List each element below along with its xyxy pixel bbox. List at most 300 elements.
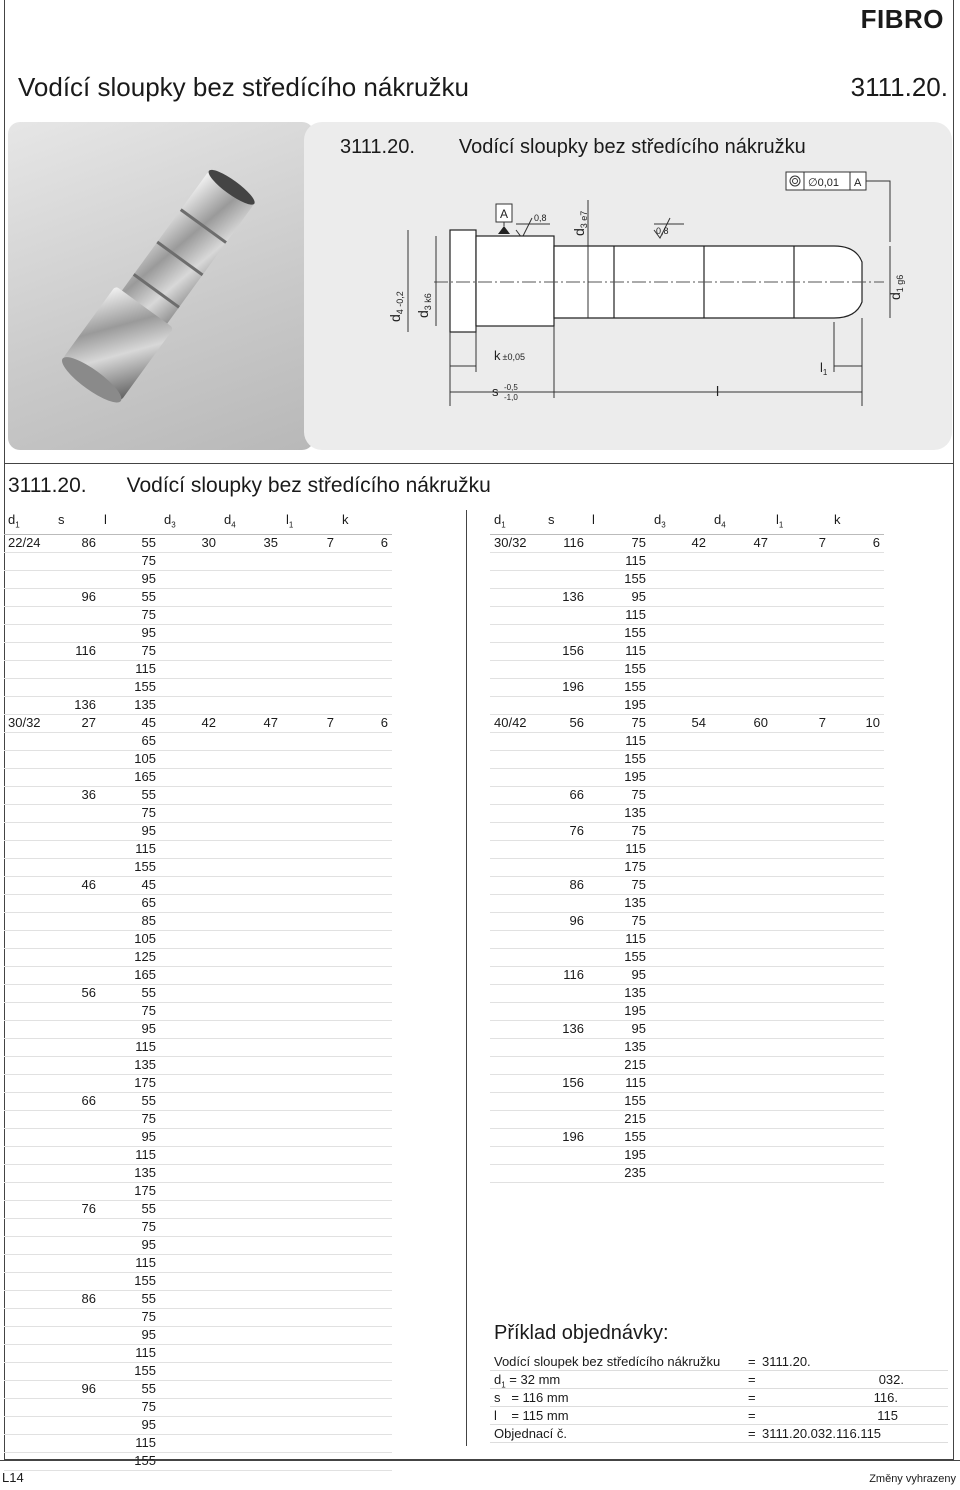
table-cell xyxy=(282,912,338,930)
table-cell xyxy=(650,822,710,840)
column-header: $l_1$ xyxy=(772,512,830,534)
table-cell xyxy=(160,660,220,678)
table-row xyxy=(490,786,884,804)
table-cell xyxy=(650,1146,710,1164)
table-row xyxy=(490,552,884,570)
table-cell xyxy=(220,1290,282,1308)
drawing-title-text: Vodící sloupky bez středícího nákružku xyxy=(458,136,806,158)
table-cell xyxy=(220,1434,282,1452)
table-cell xyxy=(54,678,100,696)
tol-datum: A xyxy=(854,177,862,189)
table-cell xyxy=(544,1002,588,1020)
table-cell xyxy=(282,1272,338,1290)
table-row xyxy=(4,912,392,930)
table-cell xyxy=(830,642,884,660)
table-cell xyxy=(650,1074,710,1092)
page-title-text: Vodící sloupky bez středícího nákružku xyxy=(18,72,469,102)
table-cell xyxy=(160,1182,220,1200)
table-cell xyxy=(4,1272,54,1290)
table-cell xyxy=(338,732,392,750)
table-cell xyxy=(710,822,772,840)
table-cell xyxy=(544,1146,588,1164)
table-cell xyxy=(338,1344,392,1362)
table-cell xyxy=(338,966,392,984)
table-cell xyxy=(220,732,282,750)
table-cell xyxy=(220,552,282,570)
table-cell xyxy=(772,912,830,930)
table-cell xyxy=(490,678,544,696)
table-cell xyxy=(220,1398,282,1416)
table-cell xyxy=(282,588,338,606)
table-cell xyxy=(338,1254,392,1272)
table-cell xyxy=(4,786,54,804)
table-cell xyxy=(338,606,392,624)
page-number: L14 xyxy=(2,1470,24,1485)
dim-d4: $d_{4 -0,2}$ xyxy=(387,291,405,322)
table-cell: 76 xyxy=(544,822,588,840)
table-row xyxy=(490,588,884,606)
table-cell xyxy=(830,606,884,624)
table-cell xyxy=(282,1218,338,1236)
table-cell xyxy=(282,1362,338,1380)
table-cell xyxy=(54,894,100,912)
section-divider xyxy=(4,463,954,464)
table-cell: 165 xyxy=(100,966,160,984)
table-cell xyxy=(4,984,54,1002)
table-cell: 136 xyxy=(544,588,588,606)
table-cell xyxy=(160,552,220,570)
table-cell xyxy=(830,948,884,966)
table-row xyxy=(490,1128,884,1146)
table-cell: 105 xyxy=(100,750,160,768)
table-row xyxy=(4,1092,392,1110)
table-cell xyxy=(160,1200,220,1218)
table-cell xyxy=(650,768,710,786)
table-cell xyxy=(772,894,830,912)
table-cell xyxy=(490,1164,544,1182)
table-cell xyxy=(282,1398,338,1416)
part-outline xyxy=(450,230,862,332)
table-cell xyxy=(160,606,220,624)
table-cell: 75 xyxy=(100,1002,160,1020)
table-cell: 65 xyxy=(100,894,160,912)
table-cell xyxy=(650,642,710,660)
table-cell xyxy=(282,1200,338,1218)
table-cell: 115 xyxy=(100,1344,160,1362)
table-cell: 86 xyxy=(54,1290,100,1308)
table-row xyxy=(4,930,392,948)
table-cell xyxy=(220,1146,282,1164)
table-cell xyxy=(282,1452,338,1470)
table-cell: 135 xyxy=(100,1164,160,1182)
table-cell xyxy=(282,750,338,768)
table-cell xyxy=(710,606,772,624)
table-row xyxy=(4,1290,392,1308)
table-cell xyxy=(282,660,338,678)
table-cell: 175 xyxy=(100,1182,160,1200)
table-cell xyxy=(4,948,54,966)
table-cell xyxy=(282,696,338,714)
table-cell: 115 xyxy=(100,1146,160,1164)
table-cell xyxy=(338,1362,392,1380)
table-cell xyxy=(490,876,544,894)
table-cell xyxy=(710,984,772,1002)
table-cell xyxy=(830,894,884,912)
table-cell xyxy=(220,1326,282,1344)
table-cell xyxy=(338,840,392,858)
table-cell: 7 xyxy=(772,714,830,732)
table-cell: 47 xyxy=(220,714,282,732)
table-cell xyxy=(54,912,100,930)
table-cell xyxy=(220,606,282,624)
table-cell xyxy=(710,642,772,660)
table-cell xyxy=(282,786,338,804)
table-cell xyxy=(220,660,282,678)
table-cell: 155 xyxy=(588,660,650,678)
table-cell xyxy=(830,984,884,1002)
table-row xyxy=(4,678,392,696)
table-cell xyxy=(54,1146,100,1164)
table-cell xyxy=(4,876,54,894)
table-cell: 135 xyxy=(100,1056,160,1074)
table-cell: 115 xyxy=(100,1038,160,1056)
table-cell xyxy=(160,1074,220,1092)
table-cell xyxy=(490,1092,544,1110)
table-cell xyxy=(650,1056,710,1074)
table-cell xyxy=(830,588,884,606)
table-cell xyxy=(160,732,220,750)
table-cell xyxy=(338,678,392,696)
table-cell xyxy=(710,588,772,606)
table-cell xyxy=(4,1380,54,1398)
table-cell xyxy=(650,876,710,894)
table-cell xyxy=(282,858,338,876)
table-row xyxy=(4,732,392,750)
table-cell xyxy=(4,1236,54,1254)
table-cell xyxy=(772,750,830,768)
table-cell xyxy=(220,840,282,858)
table-cell xyxy=(4,696,54,714)
column-divider xyxy=(466,510,467,1446)
table-cell xyxy=(544,660,588,678)
table-cell xyxy=(710,1056,772,1074)
table-cell: 47 xyxy=(710,534,772,552)
table-cell xyxy=(220,1092,282,1110)
order-row: Vodící sloupek bez středícího nákružku = 3111.20. xyxy=(490,1353,948,1371)
table-row xyxy=(4,876,392,894)
table-cell: 75 xyxy=(588,822,650,840)
table-cell xyxy=(772,1002,830,1020)
table-cell xyxy=(544,624,588,642)
table-cell xyxy=(220,1074,282,1092)
dim-s-tol-low: -1,0 xyxy=(504,393,518,402)
table-cell xyxy=(4,1110,54,1128)
dim-s: s xyxy=(492,384,499,399)
table-cell xyxy=(282,1128,338,1146)
table-cell: 46 xyxy=(54,876,100,894)
table-cell xyxy=(650,552,710,570)
table-cell: 95 xyxy=(100,822,160,840)
order-row: Objednací č. = 3111.20.032.116.115 xyxy=(490,1425,948,1443)
table-cell: 155 xyxy=(100,1272,160,1290)
table-row xyxy=(4,1110,392,1128)
table-cell xyxy=(772,840,830,858)
table-cell xyxy=(4,1038,54,1056)
page-title-code: 3111.20. xyxy=(850,72,948,102)
table-row xyxy=(490,894,884,912)
table-cell xyxy=(54,1416,100,1434)
table-cell xyxy=(338,804,392,822)
table-row xyxy=(4,1452,392,1470)
table-cell xyxy=(220,1452,282,1470)
table-cell xyxy=(4,1200,54,1218)
table-cell xyxy=(338,912,392,930)
table-cell: 75 xyxy=(100,1308,160,1326)
footer-divider xyxy=(0,1460,960,1461)
hero xyxy=(8,122,952,450)
table-cell xyxy=(710,732,772,750)
table-cell xyxy=(490,768,544,786)
table-cell: 55 xyxy=(100,786,160,804)
table-cell xyxy=(160,1362,220,1380)
table-cell xyxy=(220,570,282,588)
column-header: $l_1$ xyxy=(282,512,338,534)
table-cell: 115 xyxy=(588,642,650,660)
table-cell xyxy=(160,1308,220,1326)
table-cell xyxy=(710,570,772,588)
table-cell: 195 xyxy=(588,1002,650,1020)
table-cell: 6 xyxy=(338,534,392,552)
table-cell xyxy=(220,1308,282,1326)
table-cell xyxy=(160,1398,220,1416)
table-cell xyxy=(710,948,772,966)
table-cell xyxy=(4,804,54,822)
table-cell xyxy=(282,1434,338,1452)
datum-triangle xyxy=(498,226,510,234)
table-cell xyxy=(4,1326,54,1344)
dim-d3-e7: $d_{3 e7}$ xyxy=(571,210,589,236)
table-row xyxy=(4,894,392,912)
table-cell xyxy=(710,750,772,768)
table-cell xyxy=(4,552,54,570)
table-cell: 6 xyxy=(338,714,392,732)
table-cell: 115 xyxy=(588,552,650,570)
table-cell xyxy=(830,1002,884,1020)
table-cell xyxy=(160,804,220,822)
table-row xyxy=(490,858,884,876)
table-cell xyxy=(710,912,772,930)
table-cell: 196 xyxy=(544,1128,588,1146)
table-cell xyxy=(544,894,588,912)
table-cell: 175 xyxy=(100,1074,160,1092)
column-header: $d_1$ xyxy=(4,512,54,534)
table-row xyxy=(490,624,884,642)
table-cell xyxy=(544,948,588,966)
table-cell xyxy=(650,948,710,966)
table-cell xyxy=(282,732,338,750)
table-cell: 115 xyxy=(588,732,650,750)
table-row xyxy=(490,1020,884,1038)
table-cell xyxy=(338,894,392,912)
right-dimension-table xyxy=(490,512,884,1183)
table-row xyxy=(4,1056,392,1074)
table-header-row xyxy=(490,512,884,534)
table-cell xyxy=(772,804,830,822)
column-header: s xyxy=(54,512,100,534)
table-row xyxy=(490,570,884,588)
table-cell xyxy=(650,786,710,804)
table-row xyxy=(490,822,884,840)
order-example xyxy=(490,1322,948,1443)
table-cell xyxy=(338,1020,392,1038)
table-cell xyxy=(220,1110,282,1128)
table-cell xyxy=(338,876,392,894)
table-cell xyxy=(54,1434,100,1452)
table-cell xyxy=(710,930,772,948)
table-row xyxy=(4,1272,392,1290)
table-cell xyxy=(490,1128,544,1146)
table-cell xyxy=(220,786,282,804)
table-cell xyxy=(4,1002,54,1020)
table-cell xyxy=(282,894,338,912)
table-cell: 135 xyxy=(588,804,650,822)
table-row xyxy=(490,1110,884,1128)
table-header-row xyxy=(4,512,392,534)
table-row xyxy=(490,606,884,624)
drawing-code: 3111.20. xyxy=(340,136,415,158)
table-cell xyxy=(772,822,830,840)
table-cell: 75 xyxy=(588,912,650,930)
order-example-title: Příklad objednávky: xyxy=(494,1322,669,1344)
table-cell xyxy=(4,1398,54,1416)
product-photo xyxy=(8,122,314,450)
table-cell: 155 xyxy=(588,678,650,696)
table-cell xyxy=(220,642,282,660)
table-row xyxy=(490,1146,884,1164)
table-cell xyxy=(650,570,710,588)
table-cell xyxy=(544,1038,588,1056)
table-cell: 75 xyxy=(588,534,650,552)
table-cell xyxy=(650,912,710,930)
column-header: k xyxy=(338,512,392,534)
table-cell xyxy=(338,570,392,588)
table-cell xyxy=(544,552,588,570)
table-cell xyxy=(772,930,830,948)
table-cell: 156 xyxy=(544,642,588,660)
table-cell xyxy=(830,552,884,570)
table-row xyxy=(490,660,884,678)
table-cell xyxy=(282,1326,338,1344)
order-row: s = 116 mm = 116. xyxy=(490,1389,948,1407)
table-cell xyxy=(4,912,54,930)
table-cell xyxy=(710,1002,772,1020)
drawing-svg xyxy=(304,122,952,450)
table-cell xyxy=(160,1146,220,1164)
table-cell xyxy=(650,1164,710,1182)
table-cell xyxy=(830,696,884,714)
table-cell xyxy=(282,1056,338,1074)
column-header: $d_1$ xyxy=(490,512,544,534)
table-cell xyxy=(282,984,338,1002)
table-cell xyxy=(650,1038,710,1056)
table-cell xyxy=(160,1254,220,1272)
table-cell xyxy=(650,660,710,678)
table-cell xyxy=(544,984,588,1002)
table-cell xyxy=(160,1002,220,1020)
section-title-text: Vodící sloupky bez středícího nákružku xyxy=(126,474,491,497)
table-cell: 95 xyxy=(100,1128,160,1146)
table-cell xyxy=(282,1380,338,1398)
table-row xyxy=(490,714,884,732)
table-cell xyxy=(338,588,392,606)
table-cell xyxy=(54,1254,100,1272)
table-cell xyxy=(160,1164,220,1182)
table-cell xyxy=(220,1236,282,1254)
table-row xyxy=(4,750,392,768)
page-title xyxy=(18,72,948,103)
table-cell xyxy=(772,606,830,624)
table-cell: 95 xyxy=(100,1416,160,1434)
table-cell xyxy=(220,1182,282,1200)
table-cell xyxy=(710,786,772,804)
table-cell xyxy=(650,1128,710,1146)
table-cell xyxy=(830,1092,884,1110)
table-cell xyxy=(282,1254,338,1272)
table-cell xyxy=(544,732,588,750)
table-cell xyxy=(4,858,54,876)
table-cell xyxy=(54,858,100,876)
table-cell xyxy=(830,624,884,642)
table-cell: 95 xyxy=(100,1326,160,1344)
table-cell: 136 xyxy=(544,1020,588,1038)
table-cell xyxy=(772,1092,830,1110)
table-cell xyxy=(282,840,338,858)
table-cell xyxy=(772,1128,830,1146)
table-cell xyxy=(160,750,220,768)
table-cell xyxy=(338,1236,392,1254)
table-cell xyxy=(220,912,282,930)
table-cell xyxy=(338,1164,392,1182)
dim-d3-k6: $d_{3 k6}$ xyxy=(415,293,433,318)
table-cell xyxy=(282,1308,338,1326)
table-cell xyxy=(830,1110,884,1128)
table-cell: 86 xyxy=(544,876,588,894)
table-row xyxy=(4,1164,392,1182)
table-cell xyxy=(160,1020,220,1038)
table-cell xyxy=(54,1128,100,1146)
table-cell xyxy=(4,1092,54,1110)
table-cell: 95 xyxy=(100,624,160,642)
table-cell xyxy=(338,642,392,660)
table-row xyxy=(4,1254,392,1272)
roughness-2: 0,8 xyxy=(656,226,669,236)
table-cell xyxy=(282,966,338,984)
table-cell: 66 xyxy=(54,1092,100,1110)
table-cell: 96 xyxy=(54,1380,100,1398)
table-cell: 56 xyxy=(54,984,100,1002)
table-cell xyxy=(490,1074,544,1092)
table-cell xyxy=(544,696,588,714)
table-cell: 6 xyxy=(830,534,884,552)
table-cell xyxy=(54,1344,100,1362)
table-cell xyxy=(54,1326,100,1344)
table-cell xyxy=(710,1074,772,1092)
table-cell: 155 xyxy=(100,678,160,696)
table-cell xyxy=(4,624,54,642)
table-cell xyxy=(650,840,710,858)
table-row xyxy=(4,696,392,714)
table-cell xyxy=(220,588,282,606)
